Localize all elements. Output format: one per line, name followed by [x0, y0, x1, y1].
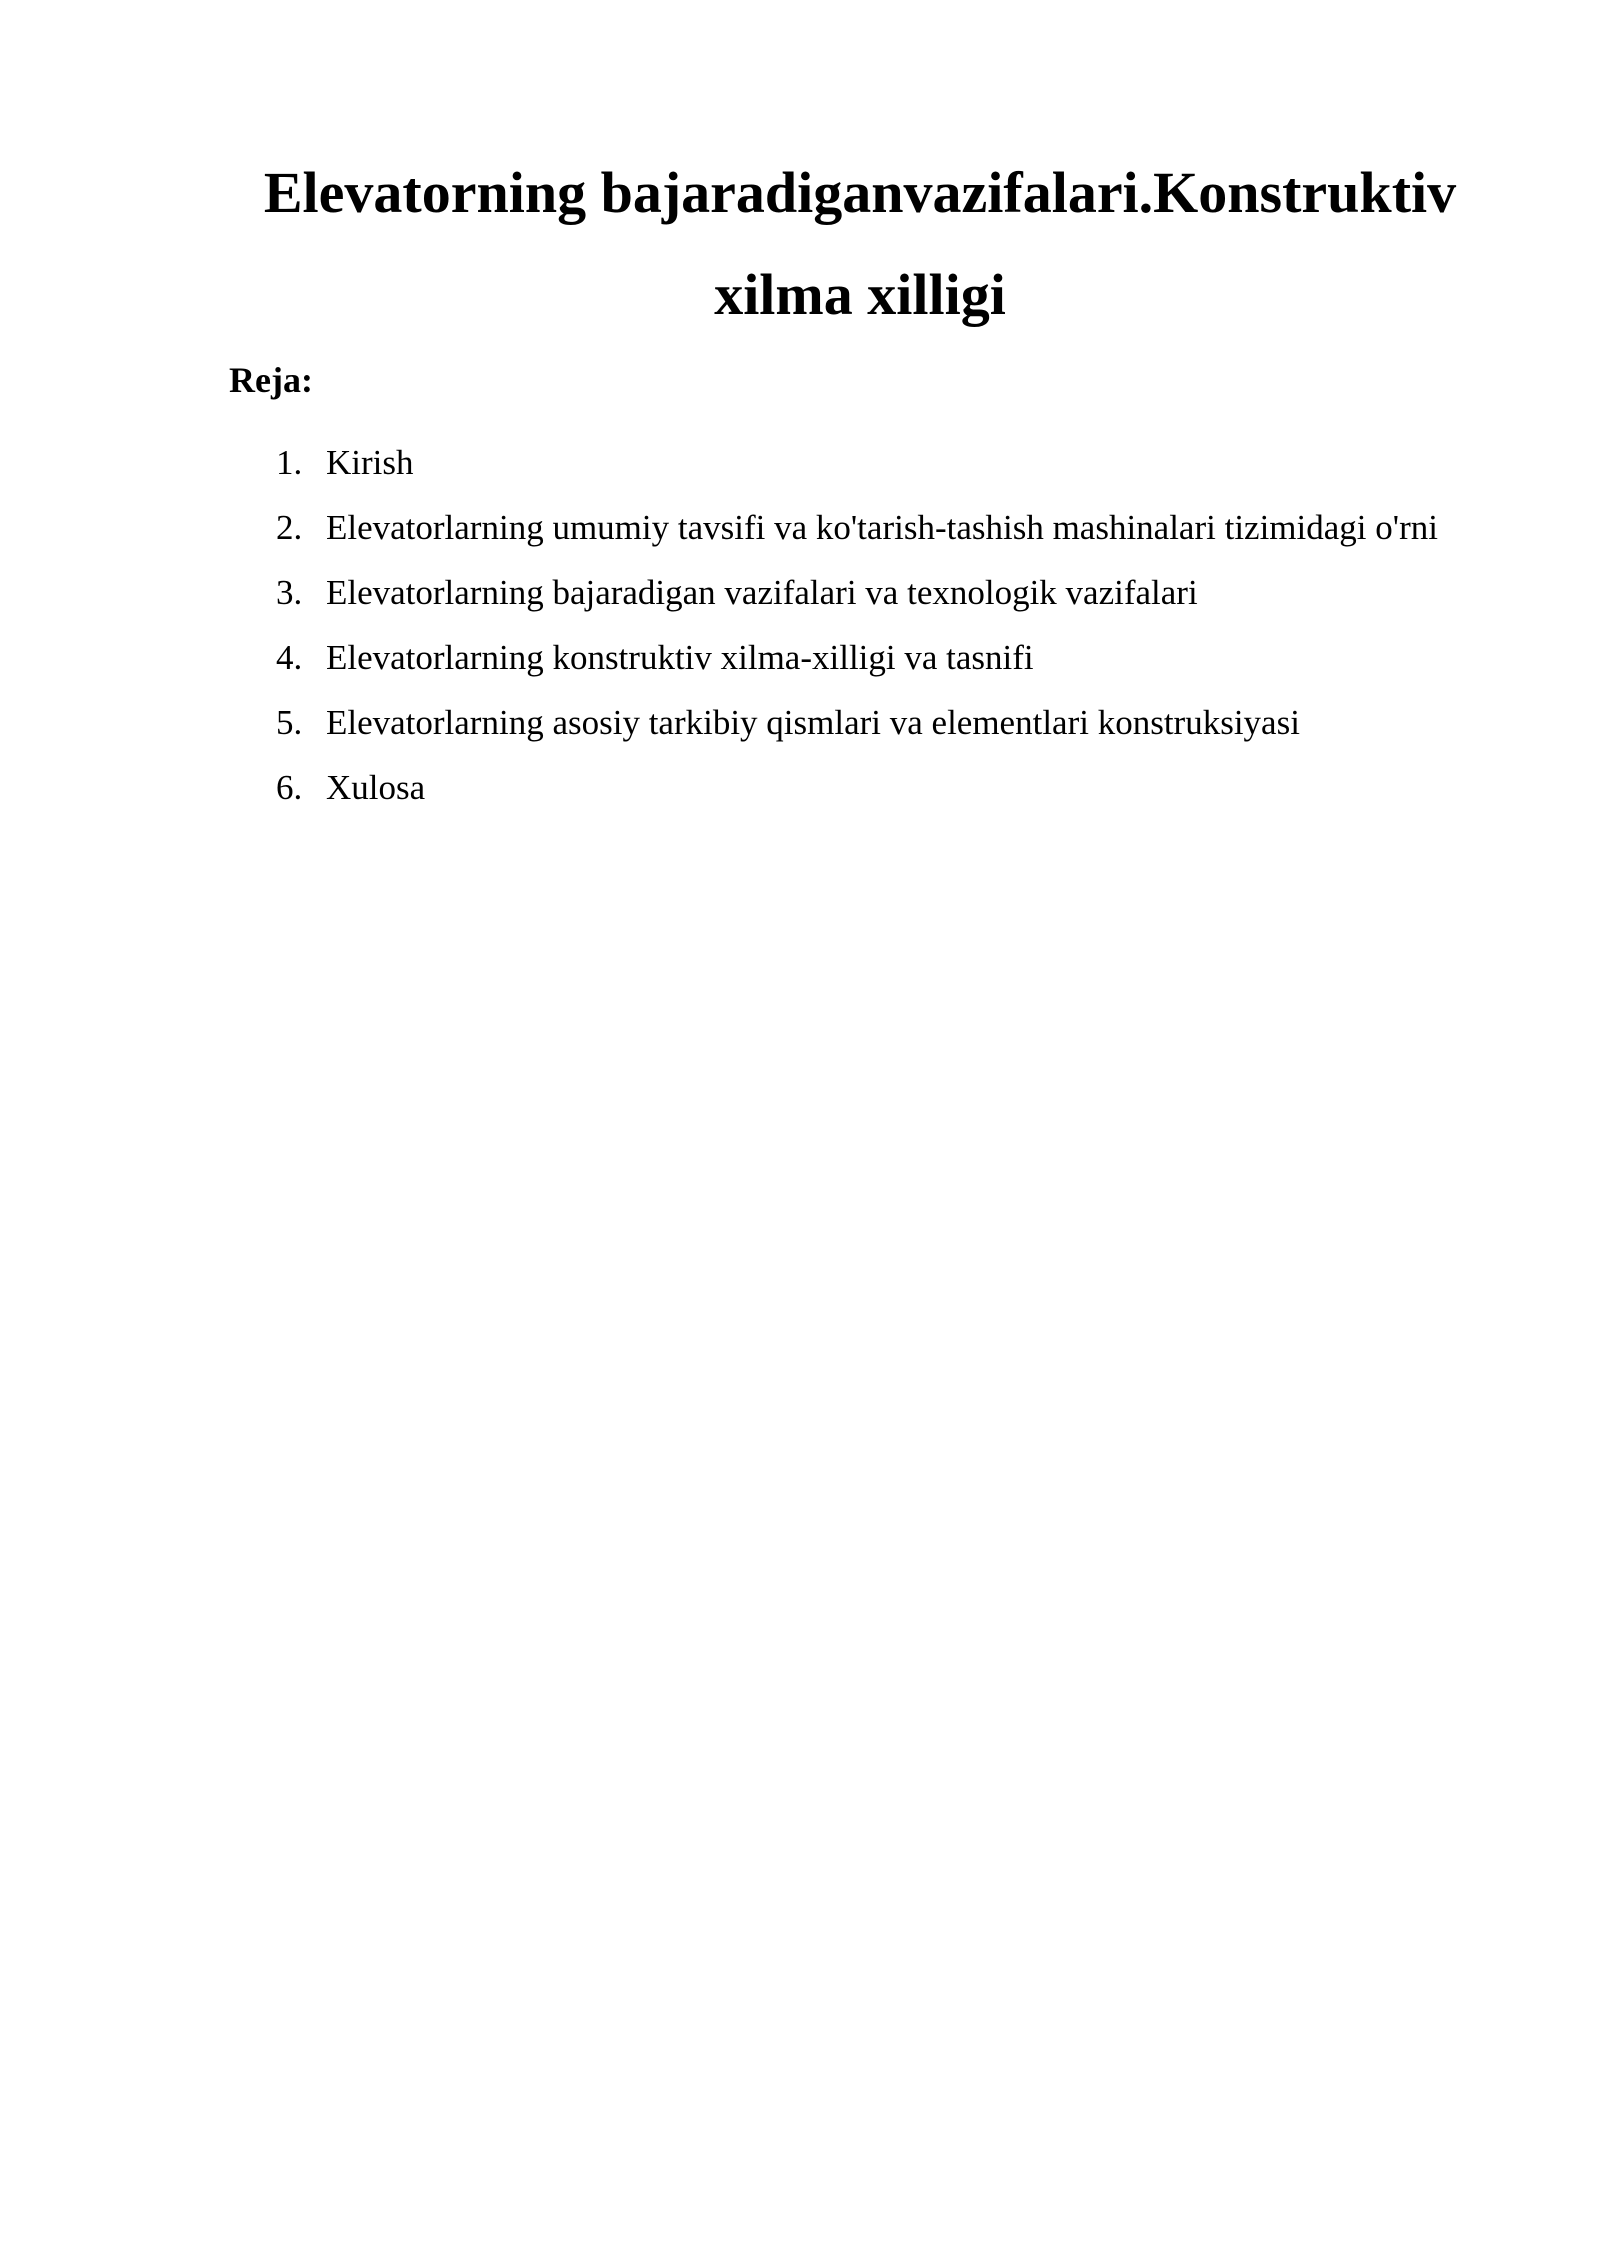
plan-item-number: 2. [276, 508, 303, 547]
plan-item-number: 1. [276, 443, 303, 482]
plan-heading: Reja: [229, 360, 313, 400]
plan-item-number: 3. [276, 573, 303, 612]
plan-item-number: 4. [276, 638, 303, 677]
plan-item-4 [0, 625, 1600, 690]
plan-item-text: Kirish [326, 443, 414, 482]
plan-item-2 [0, 495, 1600, 560]
plan-item-text: Elevatorlarning bajaradigan vazifalari va texnologik vazifalari [326, 573, 1198, 612]
document-title: Elevatorning bajaradiganvazifalari.Konstruktiv xilma xilligi [263, 160, 1457, 327]
plan-item-number: 5. [276, 703, 303, 742]
plan-item-3 [0, 560, 1600, 625]
plan-item-text: Elevatorlarning umumiy tavsifi va ko'tarish-tashish mashinalari tizimidagi o'rni [326, 508, 1438, 547]
plan-list [0, 430, 1600, 820]
plan-item-text: Xulosa [326, 768, 426, 807]
plan-item-1 [0, 430, 1600, 495]
plan-item-text: Elevatorlarning asosiy tarkibiy qismlari va elementlari konstruksiyasi [326, 703, 1300, 742]
plan-item-5 [0, 690, 1600, 755]
plan-item-number: 6. [276, 768, 303, 807]
plan-item-text: Elevatorlarning konstruktiv xilma-xilligi va tasnifi [326, 638, 1034, 677]
plan-item-6 [0, 755, 1600, 820]
